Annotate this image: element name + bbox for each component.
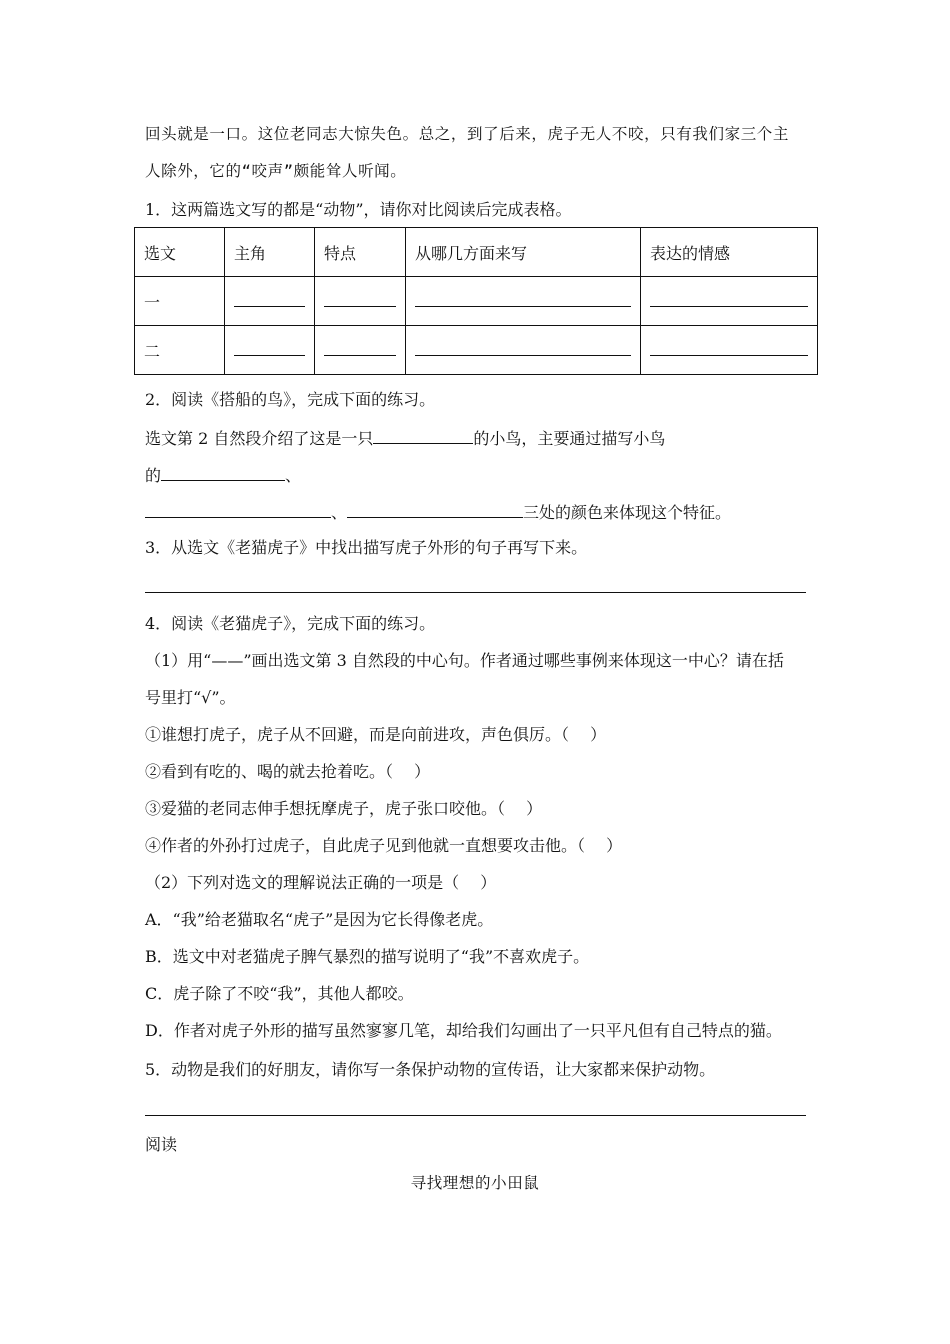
question-2-text: 的 (145, 466, 162, 485)
question-4-sub1: 号里打“√”。 (145, 688, 236, 707)
table-header: 表达的情感 (641, 228, 818, 277)
answer-blank[interactable] (161, 464, 285, 481)
question-2-text: 三处的颜色来体现这个特征。 (523, 503, 732, 522)
question-5-prompt: 5．动物是我们的好朋友，请你写一条保护动物的宣传语，让大家都来保护动物。 (145, 1060, 716, 1079)
question-4-sub2: （2）下列对选文的理解说法正确的一项是（ ） (145, 873, 497, 892)
table-header: 选文 (135, 228, 225, 277)
answer-blank[interactable] (225, 277, 315, 326)
question-4-prompt: 4．阅读《老猫虎子》，完成下面的练习。 (145, 614, 436, 633)
question-2-text: 、 (285, 466, 302, 485)
passage-title: 寻找理想的小田鼠 (410, 1174, 540, 1192)
question-1-prompt: 1．这两篇选文写的都是“动物”，请你对比阅读后完成表格。 (145, 200, 572, 219)
choice-item[interactable]: ①谁想打虎子，虎子从不回避，而是向前进攻，声色俱厉。（ ） (145, 725, 607, 744)
choice-item[interactable]: ③爱猫的老同志伸手想抚摩虎子，虎子张口咬他。（ ） (145, 799, 543, 818)
table-header: 特点 (315, 228, 406, 277)
question-2-text: 选文第 2 自然段介绍了这是一只 (145, 429, 374, 448)
question-2-prompt: 2．阅读《搭船的鸟》，完成下面的练习。 (145, 390, 436, 409)
table-row (135, 326, 818, 375)
answer-blank[interactable] (347, 501, 523, 518)
comparison-table (134, 227, 818, 375)
question-4-sub1: （1）用“——”画出选文第 3 自然段的中心句。作者通过哪些事例来体现这一中心？请在括 (145, 651, 784, 670)
choice-item[interactable]: ②看到有吃的、喝的就去抢着吃。（ ） (145, 762, 431, 781)
answer-blank[interactable] (373, 427, 473, 444)
option-a[interactable]: A．“我”给老猫取名“虎子”是因为它长得像老虎。 (145, 910, 494, 929)
answer-blank[interactable] (641, 326, 818, 375)
answer-line[interactable] (145, 1115, 806, 1116)
question-2-line (145, 427, 665, 449)
row-label: 一 (135, 277, 225, 326)
row-label: 二 (135, 326, 225, 375)
question-2-text: 、 (331, 503, 348, 522)
answer-blank[interactable] (225, 326, 315, 375)
choice-item[interactable]: ④作者的外孙打过虎子，自此虎子见到他就一直想要攻击他。（ ） (145, 836, 623, 855)
answer-blank[interactable] (406, 277, 641, 326)
question-2-text: 的小鸟，主要通过描写小鸟 (473, 429, 666, 448)
section-label: 阅读 (145, 1135, 178, 1154)
question-2-line (145, 464, 301, 486)
answer-blank[interactable] (315, 277, 406, 326)
answer-blank[interactable] (145, 501, 331, 518)
table-header: 从哪几方面来写 (406, 228, 641, 277)
table-header-row (135, 228, 818, 277)
option-c[interactable]: C．虎子除了不咬“我”，其他人都咬。 (145, 984, 414, 1003)
passage-line: 人除外，它的“咬声”颇能耸人听闻。 (145, 162, 407, 180)
table-header: 主角 (225, 228, 315, 277)
table-row (135, 277, 818, 326)
option-b[interactable]: B．选文中对老猫虎子脾气暴烈的描写说明了“我”不喜欢虎子。 (145, 947, 590, 966)
question-2-line (145, 501, 731, 523)
answer-blank[interactable] (406, 326, 641, 375)
option-d[interactable]: D．作者对虎子外形的描写虽然寥寥几笔，却给我们勾画出了一只平凡但有自己特点的猫。 (145, 1021, 782, 1040)
answer-blank[interactable] (315, 326, 406, 375)
answer-line[interactable] (145, 592, 806, 593)
question-3-prompt: 3．从选文《老猫虎子》中找出描写虎子外形的句子再写下来。 (145, 538, 588, 557)
passage-line: 回头就是一口。这位老同志大惊失色。总之，到了后来，虎子无人不咬，只有我们家三个主 (145, 125, 790, 143)
answer-blank[interactable] (641, 277, 818, 326)
